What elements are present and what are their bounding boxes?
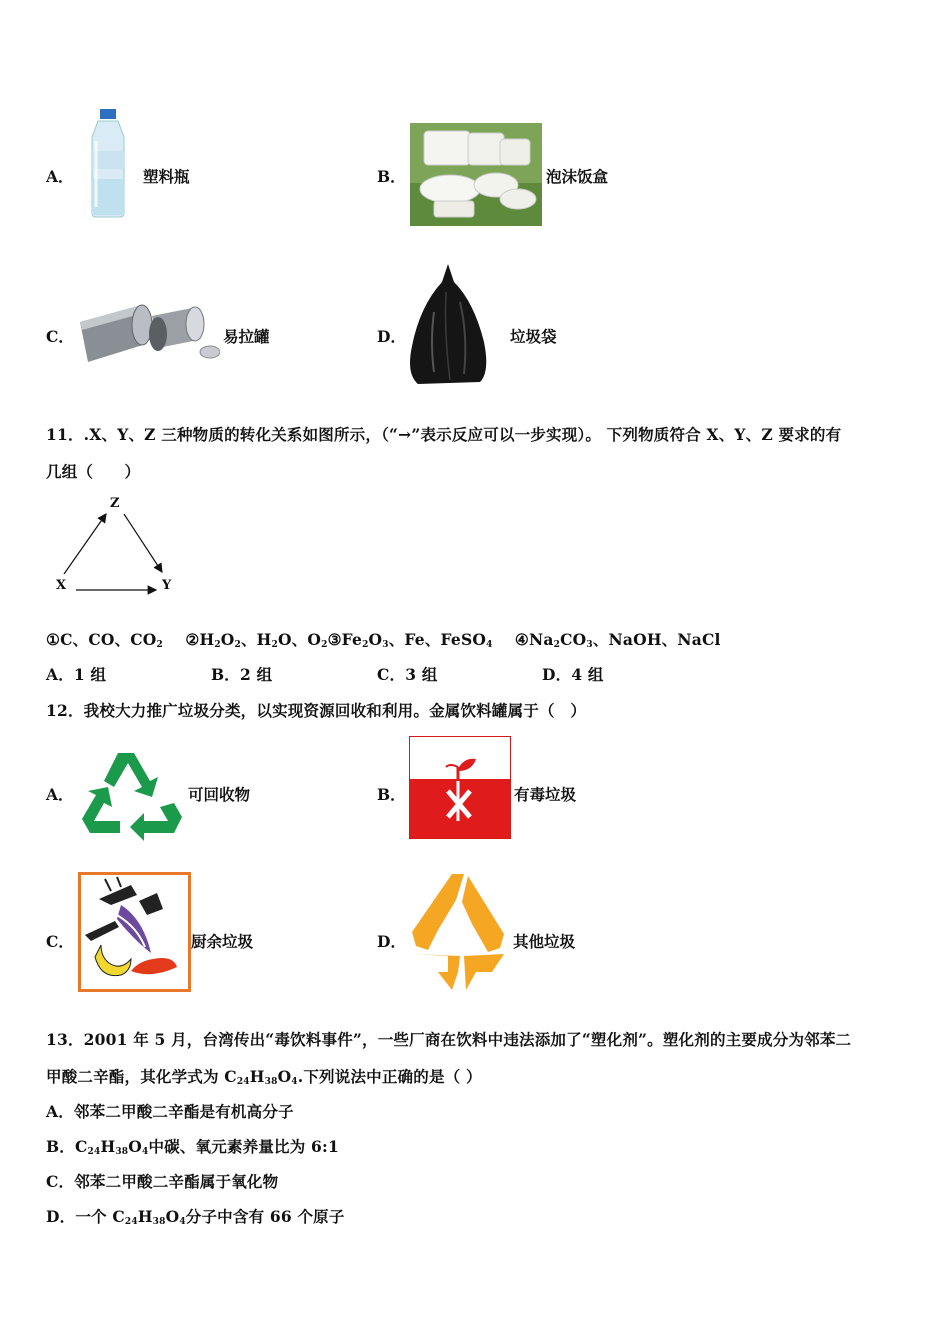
option-letter: B． [377,167,406,186]
option-label: 其他垃圾 [513,932,576,951]
group-4: $④Na_2CO_3$、NaOH、NaCl [514,630,721,650]
option-label: 可回收物 [188,785,251,804]
diagram-label-y: Y [162,578,172,593]
option-letter: C． [46,327,74,346]
q13-option-d[interactable]: D．一个 $C_{24}H_{38}O_4$分子中含有 66 个原子 [46,1207,345,1227]
group-1: ①C、CO、$CO_2$ [46,630,163,650]
option-label: 垃圾袋 [510,327,557,346]
tin-can-icon [74,300,220,370]
arrow-x-to-z [64,514,106,574]
q13-option-b[interactable]: B．$C_{24}H_{38}O_4$中碳、氧元素养量比为 6:1 [46,1137,339,1157]
option-label: 泡沫饭盒 [546,167,609,186]
garbage-bag-icon [404,262,494,388]
q12-stem: 12．我校大力推广垃圾分类，以实现资源回收和利用。金属饮料罐属于（ ） [46,701,587,720]
q11-answer-d[interactable]: D．4 组 [542,665,604,684]
option-letter: D． [377,932,406,951]
group-3: $③Fe_2O_3$、Fe、FeSO$_4$ [327,630,493,650]
recycle-symbol-icon [78,745,186,841]
toxic-waste-icon [409,736,511,839]
q11-groups [46,628,721,650]
option-label: 塑料瓶 [143,167,190,186]
plastic-bottle-icon [80,107,136,219]
diagram-label-x: X [56,578,67,593]
option-label: 易拉罐 [223,327,270,346]
group-2: $②H_2O_2$、$H_2O$、$O_2$ [185,630,328,650]
q13-stem-line2: 甲酸二辛酯，其化学式为 $C_{24}H_{38}O_4$.下列说法中正确的是（ ） [46,1067,482,1087]
option-letter: A． [46,167,74,186]
other-waste-icon [408,872,509,992]
q13-stem-line1: 13．2001 年 5 月，台湾传出“毒饮料事件”，一些厂商在饮料中违法添加了“塑化剂”。塑化剂的主要成分为邻苯二 [46,1030,852,1049]
xyz-conversion-diagram [46,490,181,598]
option-letter: D． [377,327,406,346]
option-label: 有毒垃圾 [514,785,577,804]
foam-lunchbox-icon [410,123,542,226]
q13-option-c[interactable]: C．邻苯二甲酸二辛酯属于氧化物 [46,1172,279,1191]
option-letter: A． [46,785,74,804]
option-label: 厨余垃圾 [191,932,254,951]
option-letter: C． [46,932,74,951]
q11-answer-a[interactable]: A．1 组 [46,665,107,684]
q13-option-a[interactable]: A．邻苯二甲酸二辛酯是有机高分子 [46,1102,294,1121]
q11-answer-c[interactable]: C．3 组 [377,665,438,684]
arrow-z-to-y [124,514,162,572]
option-letter: B． [377,785,406,804]
kitchen-waste-icon [78,872,191,992]
q11-answer-b[interactable]: B．2 组 [211,665,273,684]
q11-stem-line2: 几组（ ） [46,462,141,481]
q11-stem-line1: 11．.X、Y、Z 三种物质的转化关系如图所示，（“→”表示反应可以一步实现）。 下列物质符合 X、Y、Z 要求的有 [46,425,842,444]
diagram-label-z: Z [110,496,120,511]
